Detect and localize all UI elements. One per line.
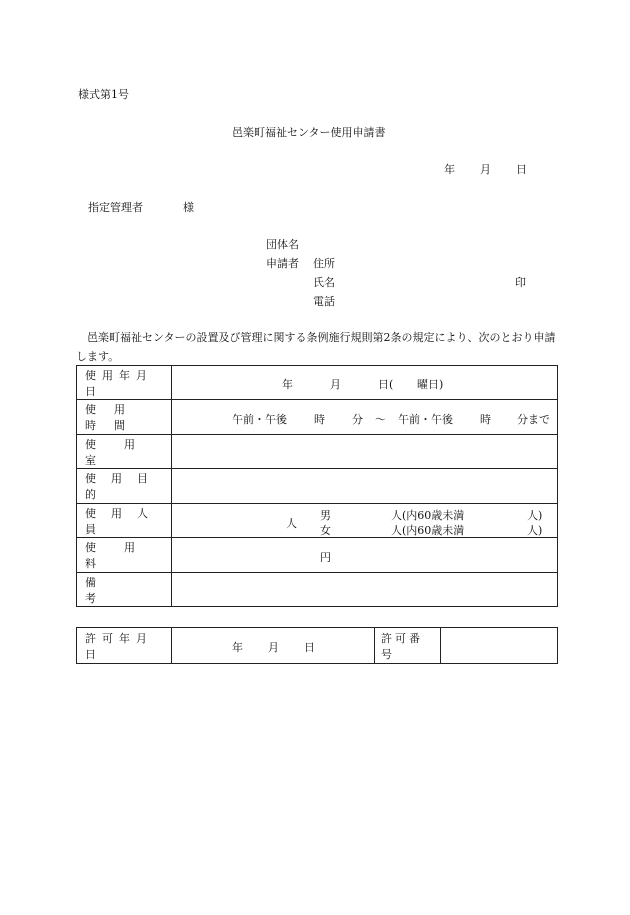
date-month-label: 月 bbox=[480, 163, 491, 176]
field-use-time[interactable] bbox=[172, 400, 558, 435]
application-table bbox=[76, 365, 558, 607]
addressee-honorific: 様 bbox=[183, 201, 194, 214]
row-remarks bbox=[77, 573, 558, 607]
field-use-purpose[interactable] bbox=[172, 469, 558, 504]
label-permit-date bbox=[77, 628, 172, 664]
seal-mark: 印 bbox=[515, 276, 526, 289]
ampm-start: 午前・午後 bbox=[232, 413, 287, 426]
address-label: 住所 bbox=[313, 257, 335, 270]
row-use-fee bbox=[77, 538, 558, 573]
field-use-fee[interactable] bbox=[172, 538, 558, 573]
field-remarks[interactable] bbox=[172, 573, 558, 607]
label-text: 許可番号 bbox=[381, 631, 423, 661]
female-detail: 人(内60歳未満 bbox=[391, 524, 465, 537]
label-text: 許可年月日 bbox=[85, 631, 153, 661]
field-use-room[interactable] bbox=[172, 435, 558, 469]
row-use-people bbox=[77, 504, 558, 538]
page-title: 邑楽町福祉センター使用申請書 bbox=[232, 126, 386, 139]
label-use-purpose bbox=[77, 469, 172, 504]
row-use-purpose bbox=[77, 469, 558, 504]
addressee-label: 指定管理者 bbox=[88, 201, 143, 214]
male-detail: 人(内60歳未満 bbox=[391, 509, 465, 522]
label-use-fee bbox=[77, 538, 172, 573]
female-label: 女 bbox=[320, 524, 331, 537]
label-text: 使用目的 bbox=[85, 472, 163, 501]
label-text: 使用室 bbox=[85, 437, 163, 467]
intro-text: 邑楽町福祉センターの設置及び管理に関する条例施行規則第2条の規定により、次のとおり申請します。 bbox=[76, 331, 556, 363]
label-use-date bbox=[77, 366, 172, 400]
label-remarks bbox=[77, 573, 172, 607]
field-permit-number[interactable] bbox=[441, 628, 558, 664]
label-text: 使用時間 bbox=[85, 403, 143, 432]
ampm-end: 午前・午後 bbox=[398, 413, 453, 426]
label-use-room bbox=[77, 435, 172, 469]
group-name-label: 団体名 bbox=[266, 238, 299, 251]
form-number: 様式第1号 bbox=[78, 88, 129, 101]
total-people-unit: 人 bbox=[286, 517, 297, 530]
female-close: 人) bbox=[527, 524, 543, 537]
date-day-label: 日 bbox=[516, 163, 527, 176]
label-use-people bbox=[77, 504, 172, 538]
male-close: 人) bbox=[527, 509, 543, 522]
minute-start-label: 分 bbox=[352, 413, 363, 426]
use-weekday-label: 曜日) bbox=[417, 378, 444, 391]
date-year-label: 年 bbox=[444, 163, 455, 176]
phone-label: 電話 bbox=[313, 295, 335, 308]
row-use-time bbox=[77, 400, 558, 435]
label-use-time bbox=[77, 400, 172, 435]
label-permit-number bbox=[375, 628, 441, 664]
label-text: 使用料 bbox=[85, 541, 163, 570]
permit-month-label: 月 bbox=[268, 641, 279, 654]
intro-paragraph bbox=[76, 328, 556, 366]
permit-year-label: 年 bbox=[232, 641, 243, 654]
field-permit-date[interactable] bbox=[172, 628, 375, 664]
row-use-room bbox=[77, 435, 558, 469]
label-text: 備考 bbox=[85, 575, 157, 605]
hour-end-label: 時 bbox=[480, 413, 491, 426]
hour-start-label: 時 bbox=[314, 413, 325, 426]
use-year-label: 年 bbox=[282, 378, 293, 391]
time-range-tilde: ～ bbox=[375, 413, 386, 426]
label-text: 使用人員 bbox=[85, 506, 163, 536]
permit-table bbox=[76, 627, 558, 664]
label-text: 使用年月日 bbox=[85, 368, 153, 398]
applicant-label: 申請者 bbox=[266, 257, 299, 270]
male-label: 男 bbox=[320, 509, 331, 522]
use-day-label: 日( bbox=[378, 378, 394, 391]
field-use-people[interactable] bbox=[172, 504, 558, 538]
fee-unit: 円 bbox=[320, 551, 331, 564]
row-use-date bbox=[77, 366, 558, 400]
permit-row bbox=[77, 628, 558, 664]
use-month-label: 月 bbox=[330, 378, 341, 391]
permit-day-label: 日 bbox=[304, 641, 315, 654]
field-use-date[interactable] bbox=[172, 366, 558, 400]
name-label: 氏名 bbox=[313, 276, 335, 289]
minute-end-label: 分まで bbox=[517, 413, 550, 426]
